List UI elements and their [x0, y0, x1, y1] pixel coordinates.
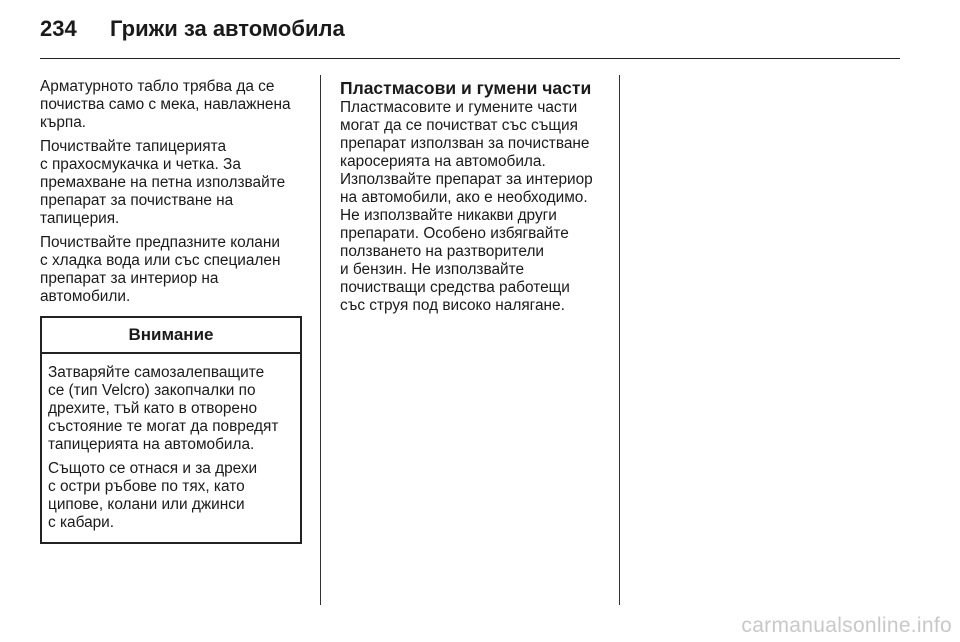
header-rule — [40, 58, 900, 59]
paragraph-plastic-rubber: Пластмасовите и гумените части могат да се почистват със същия препарат използван за почистване каросерията на автомобила. Използвайте препарат за интериор на автомобили, ако е необходимо. Не използвайте никакви други препарати. Особено избягвайте ползването на разтворители и бензин. Не използвайте почистващи средства работещи със струя под високо налягане. — [340, 99, 593, 314]
paragraph-seatbelts: Почиствайте предпазните колани с хладка вода или със специален препарат за интериор на автомобили. — [40, 234, 281, 305]
warning-body — [42, 354, 300, 542]
page-number: 234 — [40, 16, 77, 41]
warning-paragraph-sharp-edges: Същото се отнася и за дрехи с остри ръбове по тях, като ципове, колани или джинси с кабари. — [48, 460, 258, 531]
column-middle — [340, 78, 608, 321]
column-divider-left — [320, 75, 321, 605]
column-left — [40, 78, 308, 544]
warning-paragraph-velcro: Затваряйте самозалепващите се (тип Velcro) закопчалки по дрехите, тъй като в отворено състояние те могат да повредят тапицерията на автомобила. — [48, 364, 279, 453]
column-divider-right — [619, 75, 620, 605]
watermark-text: carmanualsonline.info — [741, 614, 952, 637]
page-header — [40, 16, 900, 42]
warning-box — [40, 316, 302, 544]
chapter-title: Грижи за автомобила — [110, 16, 345, 41]
paragraph-upholstery: Почиствайте тапицерията с прахосмукачка и четка. За премахване на петна използвайте препарат за почистване на тапицерия. — [40, 138, 286, 227]
warning-title: Внимание — [42, 318, 300, 354]
paragraph-dashboard: Арматурното табло трябва да се почиства само с мека, навлажнена кърпа. — [40, 78, 291, 131]
section-heading-plastic-rubber: Пластмасови и гумени части — [340, 78, 592, 98]
